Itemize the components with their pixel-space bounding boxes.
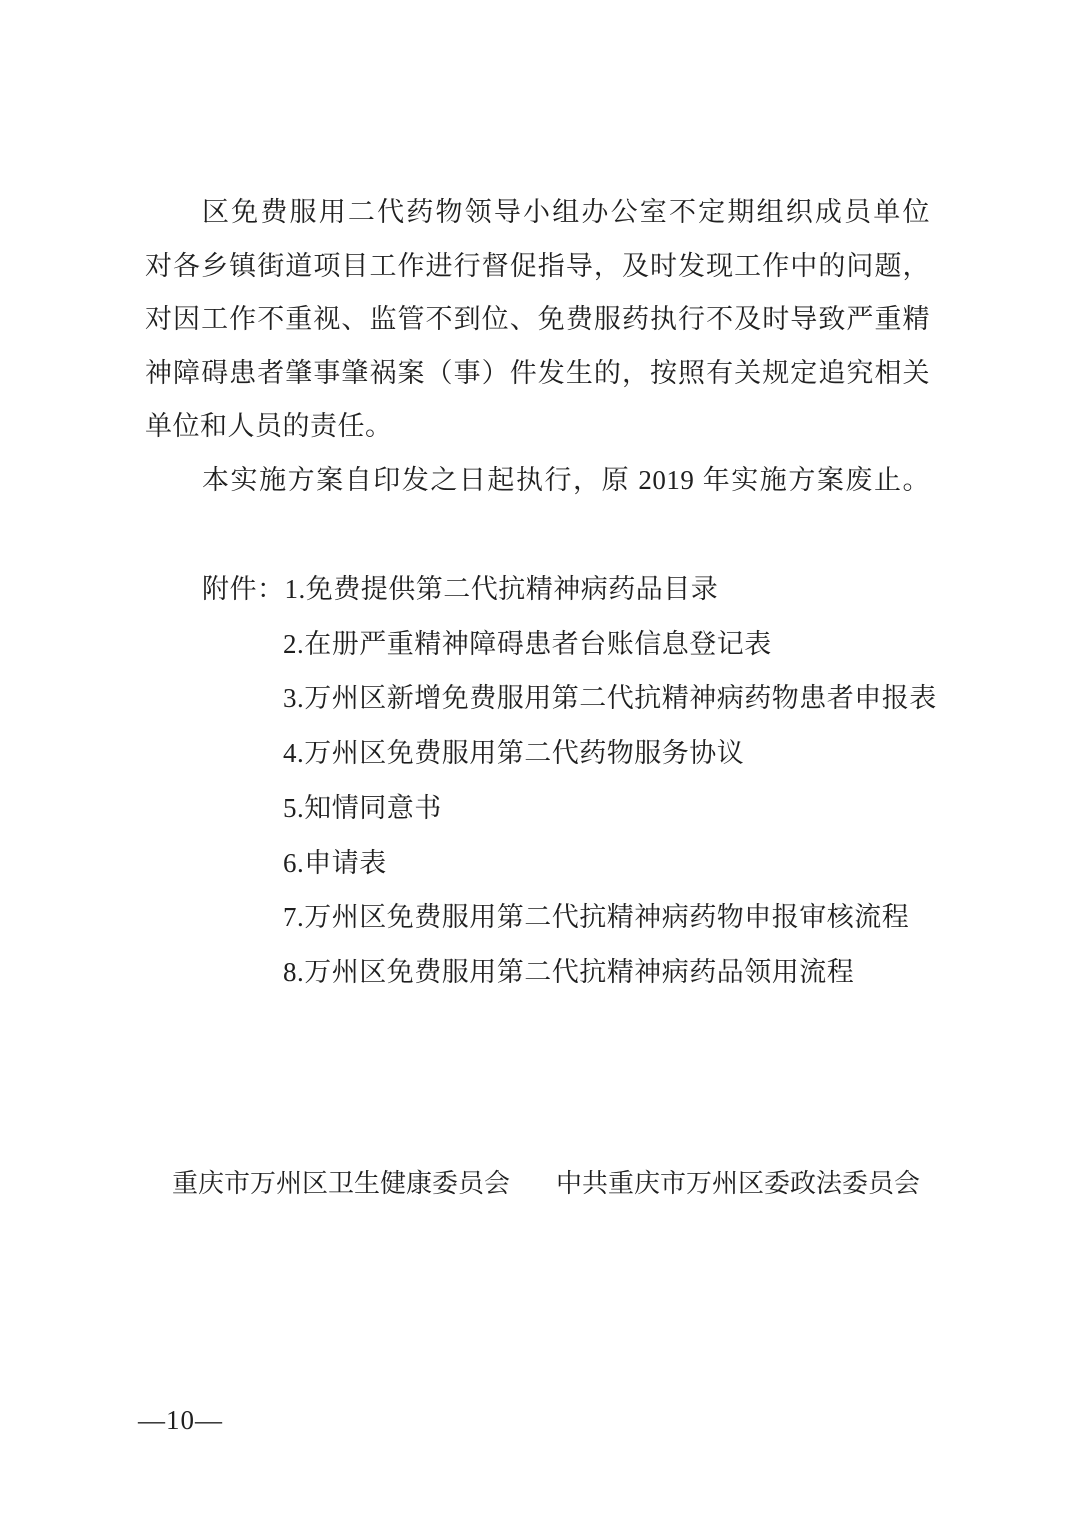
paragraph-1-line-5: 单位和人员的责任。 <box>145 411 393 442</box>
attachments-label: 附件： <box>202 574 285 604</box>
attachment-item-5: 5.知情同意书 <box>283 792 442 823</box>
attachment-item-4: 4.万州区免费服用第二代药物服务协议 <box>283 738 745 769</box>
attachment-item-8: 8.万州区免费服用第二代抗精神病药品领用流程 <box>283 956 855 987</box>
signature-politics-law-committee: 中共重庆市万州区委政法委员会 <box>555 1169 920 1198</box>
attachment-item-6: 6.申请表 <box>283 847 387 878</box>
attachment-item-7: 7.万州区免费服用第二代抗精神病药物申报审核流程 <box>283 902 910 933</box>
page-number: —10— <box>138 1405 223 1435</box>
signature-line <box>172 1166 920 1202</box>
paragraph-1-line-3: 对因工作不重视、监管不到位、免费服药执行不及时导致严重精 <box>145 304 930 335</box>
paragraph-2: 本实施方案自印发之日起执行，原 2019 年实施方案废止。 <box>202 464 930 495</box>
attachment-item-3: 3.万州区新增免费服用第二代抗精神病药物患者申报表 <box>283 683 937 714</box>
paragraph-1-line-2: 对各乡镇街道项目工作进行督促指导，及时发现工作中的问题， <box>145 250 930 281</box>
signature-health-commission: 重庆市万州区卫生健康委员会 <box>172 1169 511 1198</box>
paragraph-1-line-1: 区免费服用二代药物领导小组办公室不定期组织成员单位 <box>202 197 930 227</box>
attachment-item-1: 1.免费提供第二代抗精神病药品目录 <box>284 574 719 604</box>
attachments-list <box>202 562 962 1000</box>
body-paragraphs <box>145 186 930 508</box>
paragraph-1-line-4: 神障碍患者肇事肇祸案（事）件发生的，按照有关规定追究相关 <box>145 357 930 388</box>
attachment-item-2: 2.在册严重精神障碍患者台账信息登记表 <box>283 628 772 659</box>
attachment-row-1 <box>202 562 962 617</box>
